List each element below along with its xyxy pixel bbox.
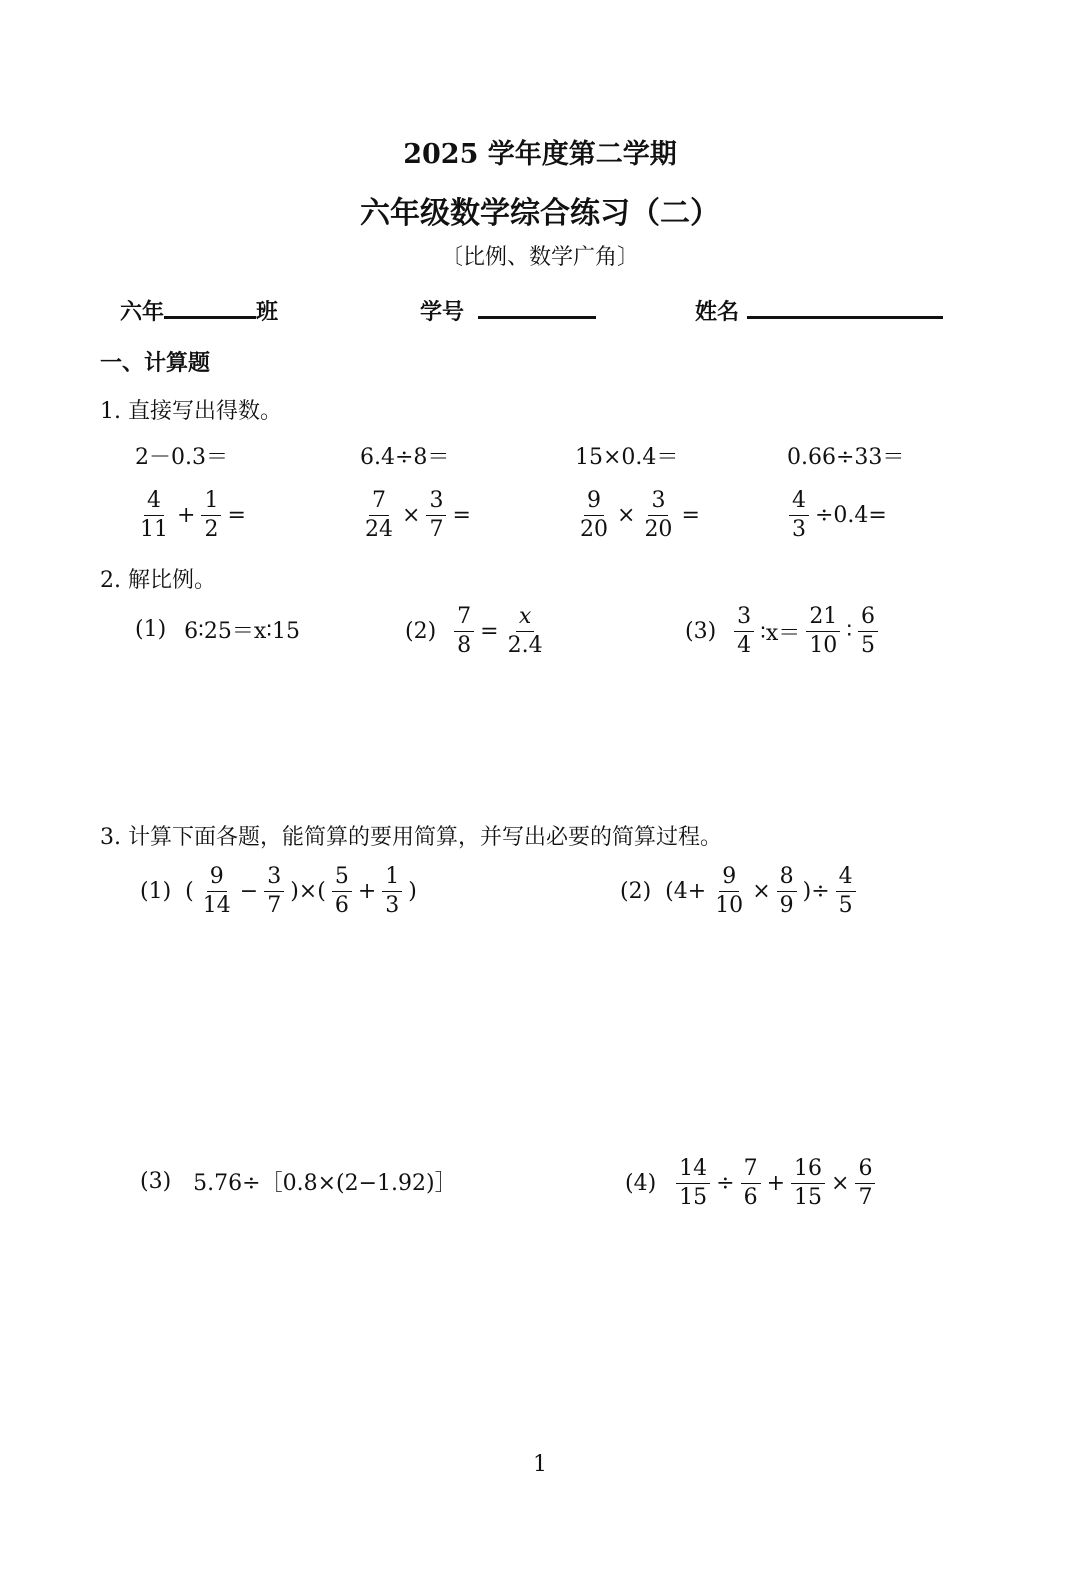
fraction: $\frac{4}{5}$ <box>836 866 856 917</box>
q1-item-2: 6.4÷8＝ <box>360 445 450 470</box>
q3-part-2: (2) (4+ $\frac{9}{10}$ × $\frac{8}{9}$ )÷ $\frac{4}{5}$ <box>620 866 858 917</box>
fraction: $\frac{1}{2}$ <box>201 490 221 541</box>
q2-part-3: (3) $\frac{3}{4}$ ∶x＝ $\frac{21}{10}$ ∶ $\frac{6}{5}$ <box>685 606 880 657</box>
section-title: 一、计算题 <box>100 350 211 376</box>
q3-part-1: (1) ( $\frac{9}{14}$ − $\frac{3}{7}$ )×( $\frac{5}{6}$ + $\frac{1}{3}$ ) <box>140 864 417 918</box>
fraction: $\frac{7}{24}$ <box>365 488 393 542</box>
fraction: $\frac{1}{3}$ <box>382 866 402 917</box>
student-no-field <box>420 292 596 326</box>
subtitle: 〔比例、数学广角〕 <box>440 245 639 270</box>
q1-item-8: $\frac{4}{3}$ ÷0.4= <box>787 490 887 541</box>
year-title: 2025 学年度第二学期 <box>403 139 677 170</box>
fraction: $\frac{4}{3}$ <box>789 490 809 541</box>
q1-item-4: 0.66÷33＝ <box>787 445 905 470</box>
q1-item-3: 15×0.4＝ <box>575 445 679 470</box>
fraction: $\frac{14}{15}$ <box>676 1158 710 1209</box>
grade-class-field <box>120 292 278 326</box>
fraction: $\frac{x}{2.4}$ <box>507 604 543 658</box>
name-label: 姓名 <box>695 299 740 325</box>
fraction: $\frac{5}{6}$ <box>332 866 352 917</box>
fraction: $\frac{3}{7}$ <box>264 866 284 917</box>
q1-item-7: $\frac{9}{20}$ × $\frac{3}{20}$ = <box>575 490 700 541</box>
grade-label: 六年 <box>120 299 165 325</box>
fraction: $\frac{16}{15}$ <box>791 1158 825 1209</box>
fraction: $\frac{6}{7}$ <box>855 1158 875 1209</box>
fraction: $\frac{21}{10}$ <box>806 606 840 657</box>
fraction: $\frac{3}{20}$ <box>644 488 673 542</box>
fraction: $\frac{3}{4}$ <box>734 606 754 657</box>
class-label: 班 <box>256 299 279 325</box>
part-tag: (1) <box>140 879 172 904</box>
q3-label: 3. 计算下面各题，能简算的要用简算，并写出必要的简算过程。 <box>100 825 722 850</box>
part-tag: (2) <box>620 879 652 904</box>
student-no-label: 学号 <box>420 299 465 325</box>
q1-label: 1. 直接写出得数。 <box>100 399 282 424</box>
fraction: $\frac{4}{11}$ <box>140 488 168 542</box>
part-tag: (3) <box>140 1169 172 1194</box>
q1-item-5: $\frac{4}{11}$ + $\frac{1}{2}$ = <box>135 490 246 541</box>
q1-item-1: 2－0.3＝ <box>135 445 228 470</box>
fraction: $\frac{8}{9}$ <box>777 866 797 917</box>
q3-part-4: (4) $\frac{14}{15}$ ÷ $\frac{7}{6}$ + $\frac{16}{15}$ × $\frac{6}{7}$ <box>625 1158 877 1209</box>
fraction: $\frac{3}{7}$ <box>426 490 446 541</box>
page-number: 1 <box>533 1452 547 1477</box>
part-tag: (4) <box>625 1171 657 1196</box>
fraction: $\frac{9}{14}$ <box>202 864 231 918</box>
q3-part-3: (3) 5.76÷［0.8×(2−1.92)］ <box>140 1169 457 1196</box>
name-blank[interactable] <box>747 292 943 319</box>
q1-item-6: $\frac{7}{24}$ × $\frac{3}{7}$ = <box>360 490 471 541</box>
fraction: $\frac{6}{5}$ <box>858 606 878 657</box>
fraction: $\frac{9}{20}$ <box>580 488 608 542</box>
part-tag: (1) <box>135 617 167 642</box>
part-tag: (2) <box>405 619 437 644</box>
fraction: $\frac{7}{6}$ <box>741 1158 761 1209</box>
main-title: 六年级数学综合练习（二） <box>360 196 720 231</box>
class-blank[interactable] <box>164 292 256 319</box>
q2-label: 2. 解比例。 <box>100 568 216 593</box>
q2-part-2: (2) $\frac{7}{8}$ = $\frac{x}{2.4}$ <box>405 606 548 657</box>
part-tag: (3) <box>685 619 717 644</box>
q2-part-1: (1) 6∶25＝x∶15 <box>135 617 301 644</box>
fraction: $\frac{7}{8}$ <box>454 606 474 657</box>
student-no-blank[interactable] <box>478 292 596 319</box>
fraction: $\frac{9}{10}$ <box>715 864 744 918</box>
name-field <box>695 292 943 326</box>
